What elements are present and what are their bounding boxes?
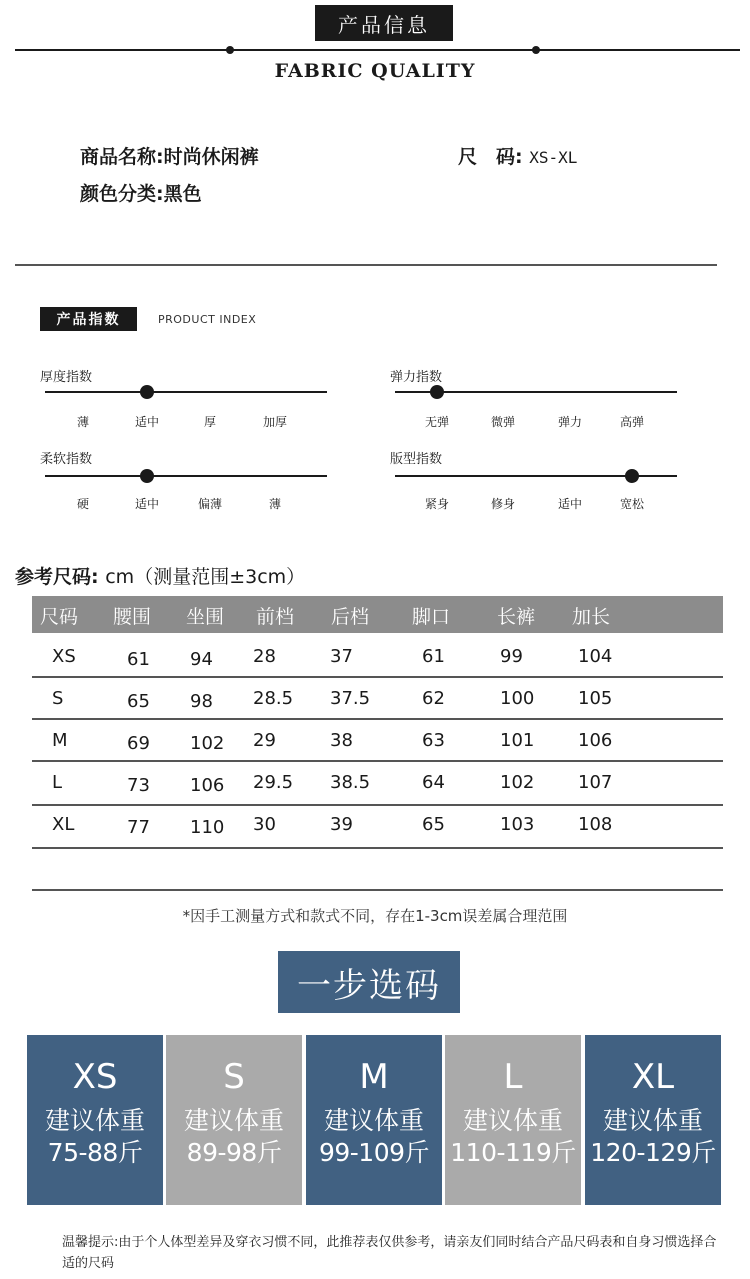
table-cell: 106	[578, 730, 613, 751]
gauge-indicator-dot	[430, 385, 444, 399]
product-name-value: 时尚休闲裤	[163, 146, 259, 168]
gauge-option-label: 适中	[557, 497, 582, 511]
table-header-cell: 腰围	[113, 606, 152, 628]
table-cell: 110	[190, 817, 225, 838]
table-row-divider	[32, 847, 723, 849]
table-row-divider	[32, 676, 723, 678]
table-cell: XL	[52, 814, 75, 835]
gauge-option-label: 加厚	[262, 415, 287, 429]
table-cell: S	[52, 688, 64, 709]
table-cell: 99	[500, 646, 523, 667]
size-card-size: XL	[631, 1057, 675, 1097]
gauge-option-label: 修身	[490, 497, 515, 511]
info-divider	[15, 264, 717, 266]
size-chart-title	[15, 562, 305, 589]
product-size	[458, 142, 577, 169]
table-header-cell: 尺码	[40, 606, 79, 628]
table-cell: 61	[422, 646, 445, 667]
table-cell: 30	[253, 814, 276, 835]
table-cell: 94	[190, 649, 213, 670]
section-subtitle: FABRIC QUALITY	[274, 60, 476, 82]
size-card-size: L	[503, 1057, 523, 1097]
size-card-size: XS	[72, 1057, 118, 1097]
size-chart-label: 参考尺码:	[15, 566, 99, 588]
product-name	[80, 142, 259, 169]
size-card-weight: 75-88斤	[47, 1138, 143, 1167]
table-cell: 29	[253, 730, 276, 751]
tips-text: 温馨提示:由于个人体型差异及穿衣习惯不同，此推荐表仅供参考，请亲友们同时结合产品尺码表和自身习惯选择合适的尺码	[62, 1235, 717, 1271]
gauge-option-label: 薄	[268, 497, 281, 511]
size-card-label: 建议体重	[323, 1106, 424, 1135]
size-card-label: 建议体重	[602, 1106, 703, 1135]
gauge-option-label: 微弹	[490, 415, 515, 429]
table-cell: 100	[500, 688, 535, 709]
table-row-divider	[32, 760, 723, 762]
gauge-option-label: 无弹	[424, 415, 449, 429]
gauge-track	[45, 475, 327, 477]
gauge-option-label: 弹力	[557, 415, 582, 429]
table-cell: 102	[500, 772, 535, 793]
size-table-header	[32, 596, 723, 633]
gauge-indicator-dot	[625, 469, 639, 483]
product-name-label: 商品名称:	[80, 146, 164, 168]
gauge-option-label: 适中	[134, 497, 159, 511]
size-card-s	[166, 1035, 302, 1205]
table-row-divider	[32, 718, 723, 720]
table-cell: 65	[422, 814, 445, 835]
index-badge: 产品指数	[40, 307, 137, 331]
table-header-cell: 后档	[331, 606, 370, 628]
size-card-label: 建议体重	[44, 1106, 145, 1135]
table-cell: 65	[127, 691, 150, 712]
index-subtitle: PRODUCT INDEX	[158, 313, 257, 326]
table-cell: 39	[330, 814, 353, 835]
size-card-weight: 110-119斤	[450, 1138, 576, 1167]
table-cell: 105	[578, 688, 613, 709]
product-size-value: XS-XL	[529, 148, 578, 167]
table-header-cell: 坐围	[186, 606, 225, 628]
table-header-cell: 加长	[572, 606, 611, 628]
table-cell: 38	[330, 730, 353, 751]
size-card-xl	[585, 1035, 721, 1205]
product-color-label: 颜色分类:	[80, 183, 164, 205]
table-cell: 29.5	[253, 772, 294, 793]
gauge-option-label: 宽松	[619, 497, 644, 511]
table-cell: 38.5	[330, 772, 371, 793]
table-row-divider	[32, 804, 723, 806]
gauge-title: 柔软指数	[40, 452, 93, 467]
table-cell: L	[52, 772, 63, 793]
size-card-label: 建议体重	[462, 1106, 563, 1135]
table-cell: 73	[127, 775, 150, 796]
table-cell: 77	[127, 817, 150, 838]
size-card-label: 建议体重	[183, 1106, 284, 1135]
gauge-option-label: 偏薄	[197, 497, 222, 511]
gauge-option-label: 厚	[203, 415, 216, 429]
table-cell: 108	[578, 814, 613, 835]
gauge-indicator-dot	[140, 385, 154, 399]
table-cell: 106	[190, 775, 225, 796]
size-chart-note: cm（测量范围±3cm）	[105, 566, 306, 588]
size-card-size: S	[223, 1057, 245, 1097]
table-cell: 103	[500, 814, 535, 835]
table-cell: 98	[190, 691, 213, 712]
table-cell: 63	[422, 730, 445, 751]
table-cell: M	[52, 730, 68, 751]
table-cell: 62	[422, 688, 445, 709]
table-header-cell: 脚口	[412, 606, 451, 628]
table-cell: 28	[253, 646, 276, 667]
table-cell: 102	[190, 733, 225, 754]
table-header-cell: 前档	[256, 606, 295, 628]
divider-dot	[532, 46, 540, 54]
size-card-weight: 99-109斤	[318, 1138, 430, 1167]
header-divider	[15, 49, 740, 51]
table-cell: 61	[127, 649, 150, 670]
gauge-title: 厚度指数	[40, 370, 93, 385]
gauge-title: 弹力指数	[390, 370, 443, 385]
table-cell: 107	[578, 772, 613, 793]
table-cell: 28.5	[253, 688, 294, 709]
size-card-xs	[27, 1035, 163, 1205]
gauge-title: 版型指数	[390, 452, 443, 467]
gauge-option-label: 紧身	[424, 497, 449, 511]
section-title-badge: 产品信息	[315, 5, 453, 41]
gauge-option-label: 高弹	[619, 415, 644, 429]
table-cell: 69	[127, 733, 150, 754]
product-color-value: 黑色	[163, 183, 202, 205]
size-card-size: M	[359, 1057, 389, 1097]
size-card-weight: 120-129斤	[590, 1138, 716, 1167]
table-cell: XS	[52, 646, 76, 667]
table-cell: 37	[330, 646, 353, 667]
gauge-track	[45, 391, 327, 393]
product-size-label: 尺 码:	[458, 146, 523, 168]
one-step-title: 一步选码	[278, 951, 460, 1013]
table-cell: 64	[422, 772, 445, 793]
product-color	[80, 179, 202, 206]
gauge-option-label: 适中	[134, 415, 159, 429]
table-cell: 37.5	[330, 688, 371, 709]
gauge-option-label: 薄	[76, 415, 89, 429]
divider-dot	[226, 46, 234, 54]
size-card-m	[306, 1035, 442, 1205]
table-cell: 101	[500, 730, 535, 751]
size-card-weight: 89-98斤	[186, 1138, 282, 1167]
table-header-cell: 长裤	[497, 606, 536, 628]
size-footnote: *因手工测量方式和款式不同，存在1-3cm误差属合理范围	[182, 907, 568, 925]
table-cell: 104	[578, 646, 613, 667]
table-bottom-divider	[32, 889, 723, 891]
gauge-option-label: 硬	[76, 497, 89, 511]
gauge-indicator-dot	[140, 469, 154, 483]
size-card-l	[445, 1035, 581, 1205]
